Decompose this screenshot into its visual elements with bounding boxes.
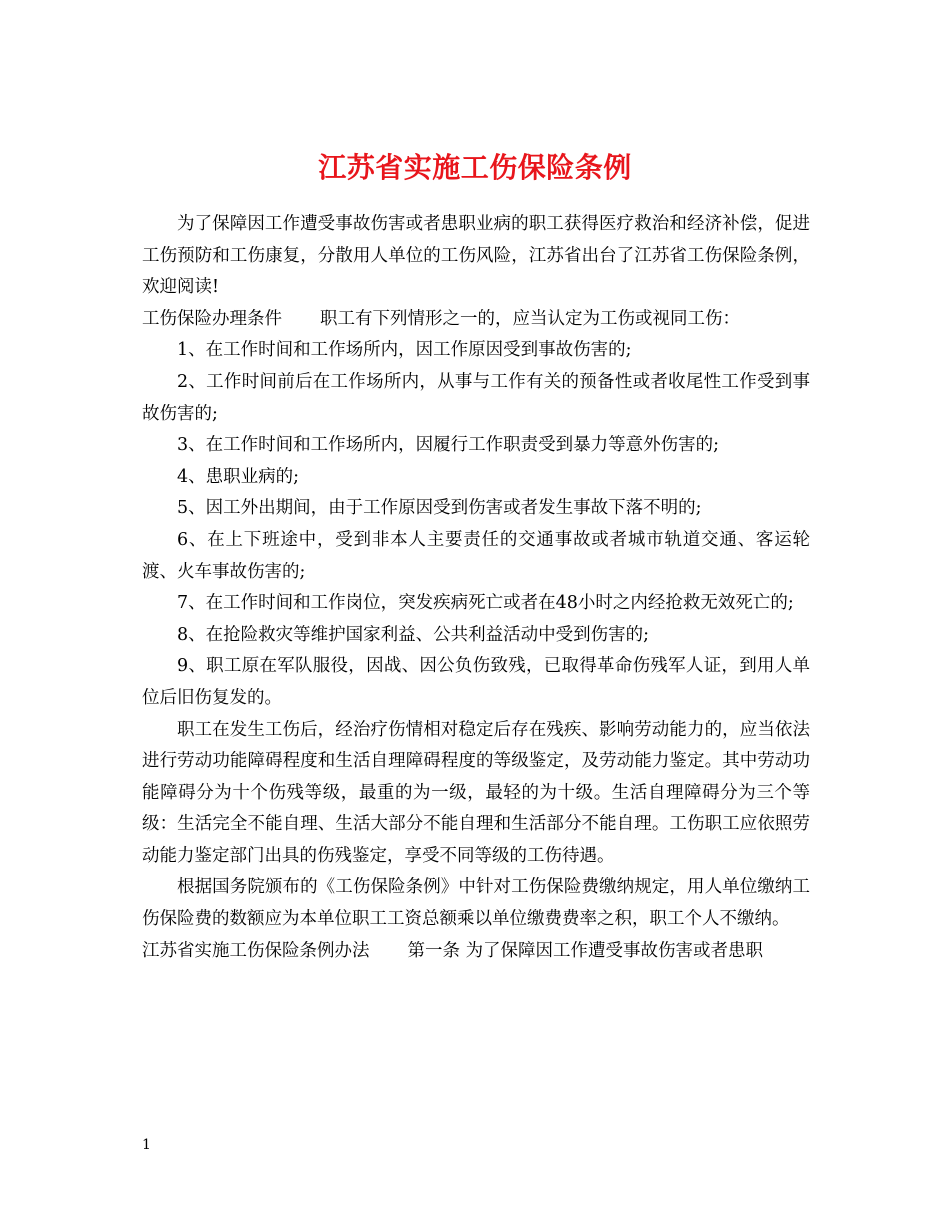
list-item-4: 4、患职业病的; <box>177 466 300 487</box>
section-measures <box>142 936 810 968</box>
section-measures-lead: 第一条 为了保障因工作遭受事故伤害或者患职 <box>407 940 764 961</box>
intro-paragraph: 为了保障因工作遭受事故伤害或者患职业病的职工获得医疗救治和经济补偿，促进工伤预防和工伤康复，分散用人单位的工伤风险，江苏省出台了江苏省工伤保险条例，欢迎阅读! <box>142 214 810 298</box>
section-measures-heading: 江苏省实施工伤保险条例办法 <box>142 940 370 961</box>
list-item-5: 5、因工外出期间，由于工作原因受到伤害或者发生事故下落不明的; <box>177 498 702 519</box>
document-body <box>142 209 810 967</box>
list-item-9: 9、职工原在军队服役，因战、因公负伤致残，已取得革命伤残军人证，到用人单位后旧伤复发的。 <box>142 656 810 708</box>
fee-paragraph: 根据国务院颁布的《工伤保险条例》中针对工伤保险费缴纳规定，用人单位缴纳工伤保险费的数额应为本单位职工工资总额乘以单位缴费费率之积，职工个人不缴纳。 <box>142 877 810 930</box>
list-item-1: 1、在工作时间和工作场所内，因工作原因受到事故伤害的; <box>177 340 632 361</box>
list-item-2: 2、工作时间前后在工作场所内，从事与工作有关的预备性或者收尾性工作受到事故伤害的; <box>142 371 810 424</box>
section-conditions-heading: 工伤保险办理条件 <box>142 308 282 329</box>
list-item-7: 7、在工作时间和工作岗位，突发疾病死亡或者在48小时之内经抢救无效死亡的; <box>177 593 794 614</box>
disability-paragraph: 职工在发生工伤后，经治疗伤情相对稳定后存在残疾、影响劳动能力的，应当依法进行劳动功能障碍程度和生活自理障碍程度的等级鉴定，及劳动能力鉴定。其中劳动功能障碍分为十个伤残等级，最重的为一级，最轻的为十级。生活自理障碍分为三个等级：生活完全不能自理、生活大部分不能自理和生活部分不能自理。工伤职工应依照劳动能力鉴定部门出具的伤残鉴定，享受不同等级的工伤待遇。 <box>142 719 810 866</box>
section-conditions-lead: 职工有下列情形之一的，应当认定为工伤或视同工伤： <box>320 308 740 329</box>
list-item-6: 6、在上下班途中，受到非本人主要责任的交通事故或者城市轨道交通、客运轮渡、火车事故伤害的; <box>142 529 810 582</box>
document-title: 江苏省实施工伤保险条例 <box>318 150 632 184</box>
page-number: 1 <box>142 1137 151 1153</box>
list-item-8: 8、在抢险救灾等维护国家利益、公共利益活动中受到伤害的; <box>177 624 650 645</box>
list-item-3: 3、在工作时间和工作场所内，因履行工作职责受到暴力等意外伤害的; <box>177 435 720 456</box>
section-conditions <box>142 304 810 336</box>
